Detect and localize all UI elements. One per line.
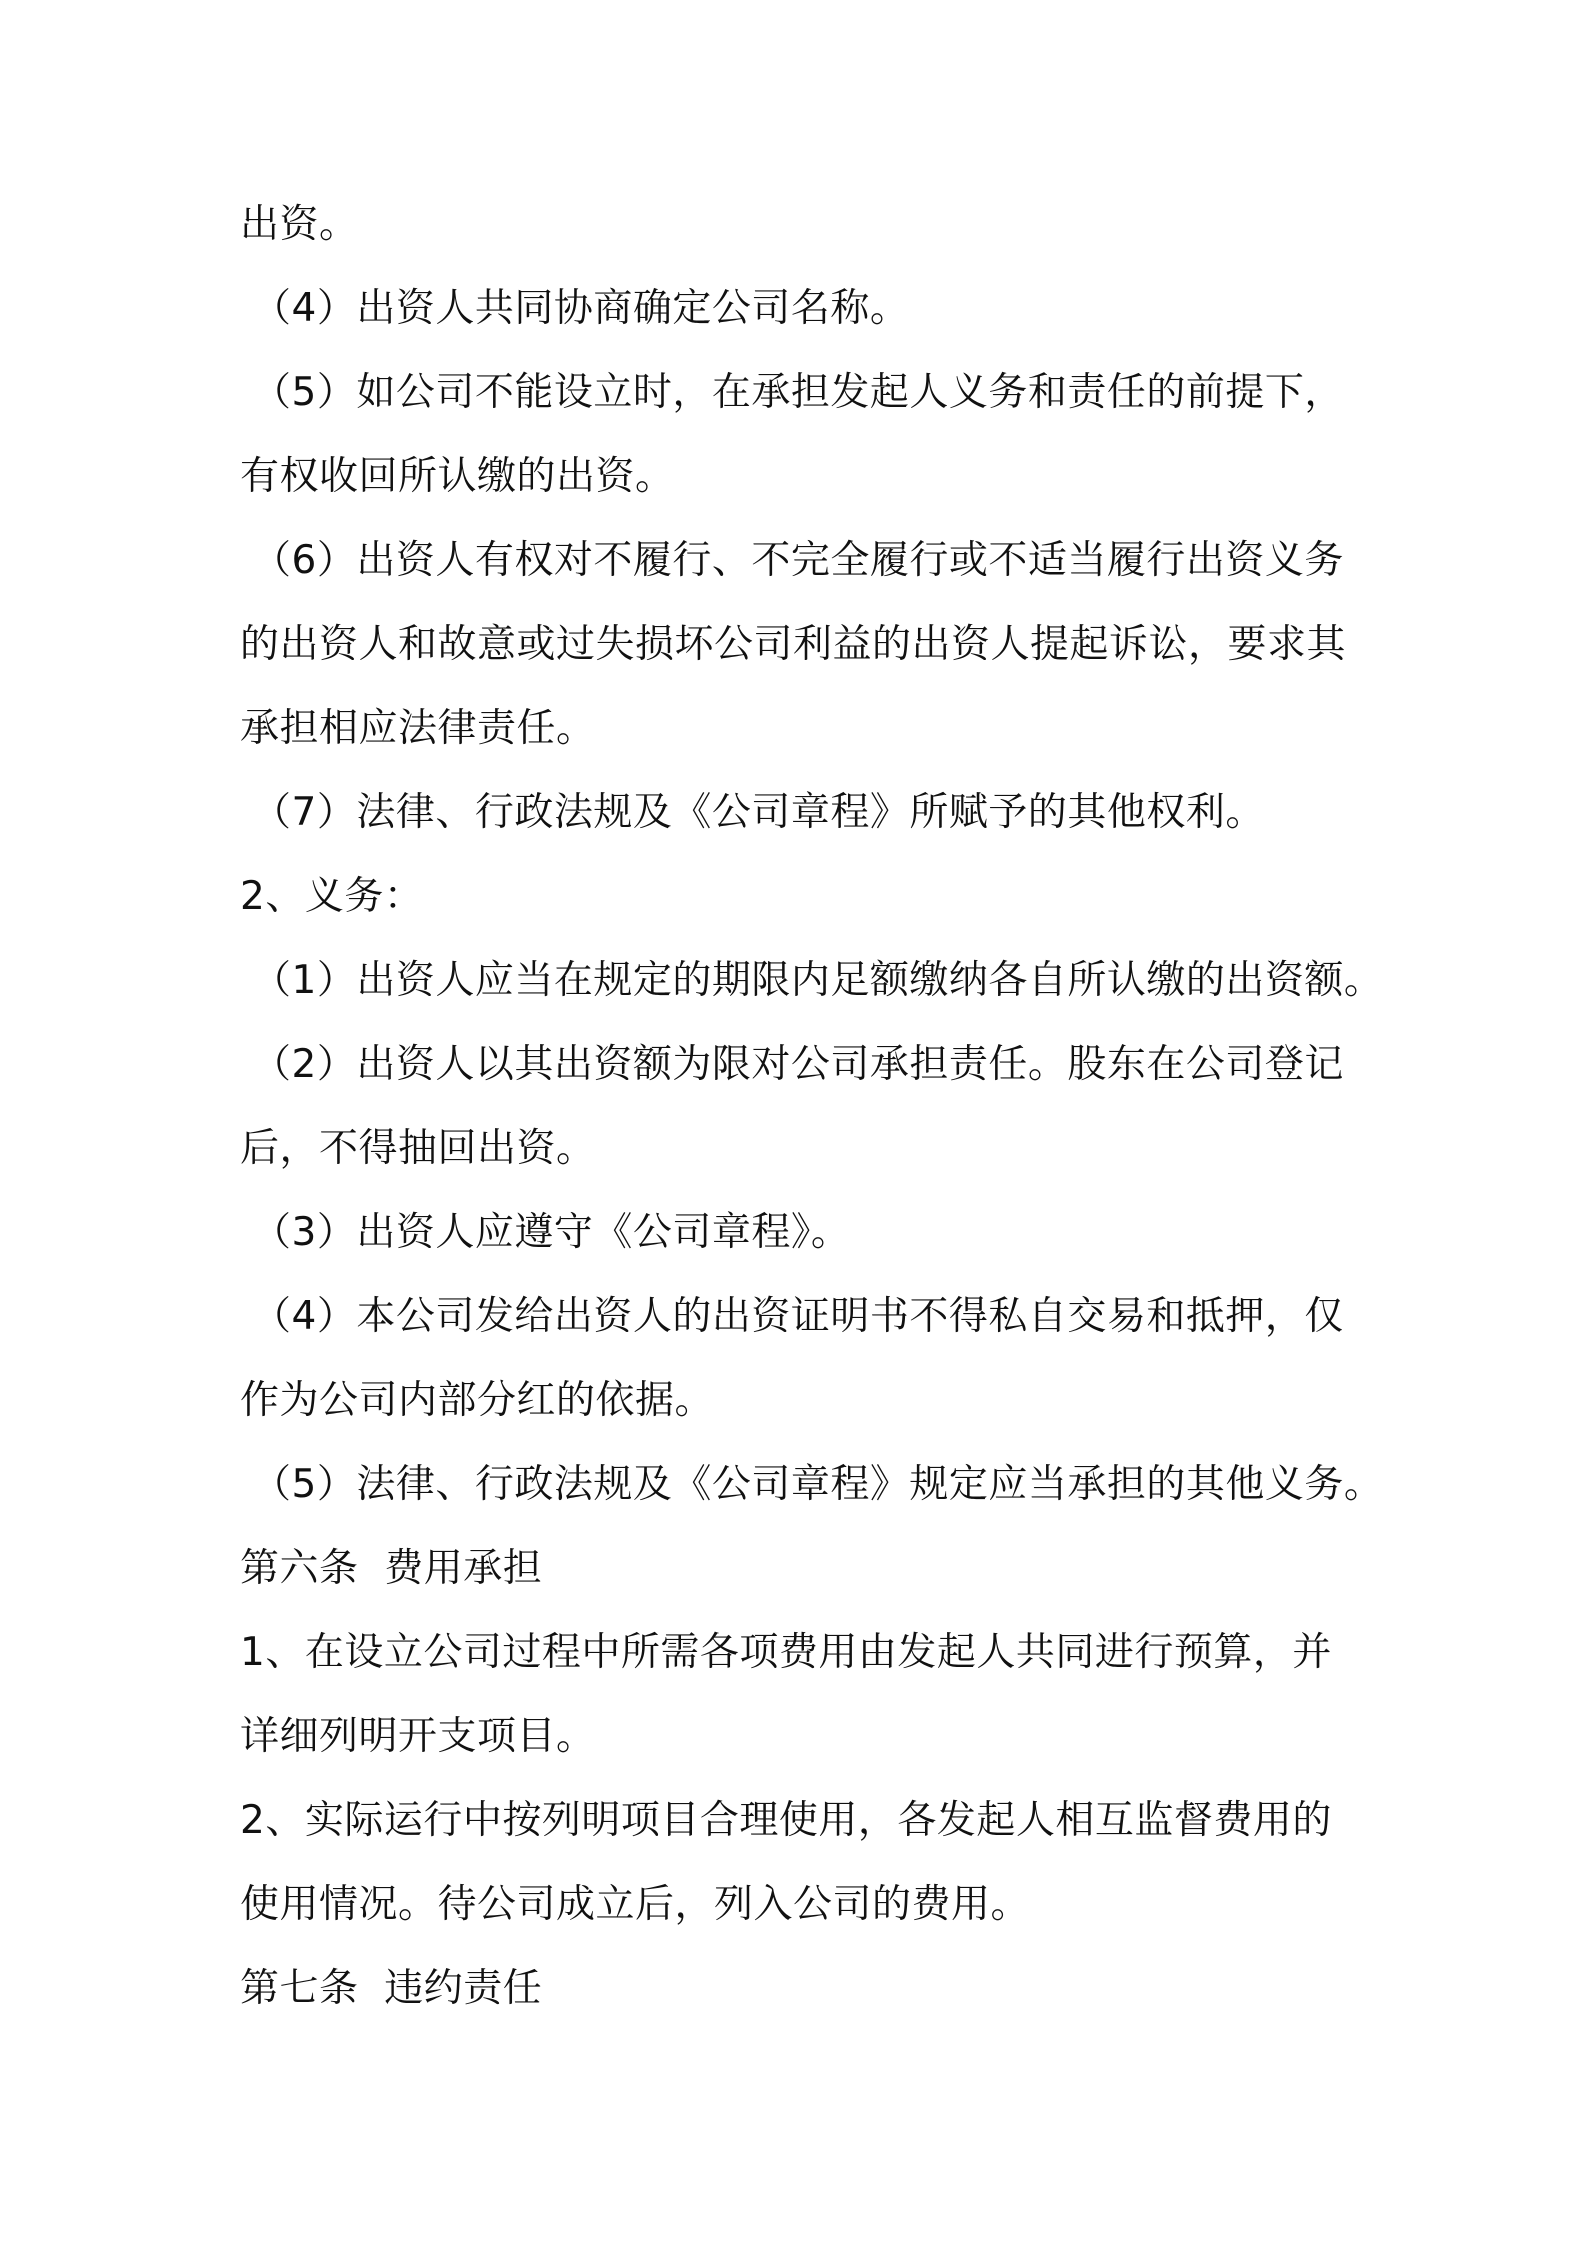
text-line: 的出资人和故意或过失损坏公司利益的出资人提起诉讼，要求其 xyxy=(240,622,1347,667)
text-line: （5）法律、行政法规及《公司章程》规定应当承担的其他义务。 xyxy=(252,1462,1384,1507)
text-line: （6）出资人有权对不履行、不完全履行或不适当履行出资义务 xyxy=(252,538,1344,583)
text-line: 使用情况。待公司成立后，列入公司的费用。 xyxy=(240,1882,1031,1927)
section-heading: 第六条 费用承担 xyxy=(240,1546,543,1591)
text-line: （7）法律、行政法规及《公司章程》所赋予的其他权利。 xyxy=(252,790,1265,835)
text-line: 2、义务： xyxy=(240,874,424,919)
section-heading: 第七条 违约责任 xyxy=(240,1966,543,2011)
text-line: （4）出资人共同协商确定公司名称。 xyxy=(252,286,910,331)
text-line: 有权收回所认缴的出资。 xyxy=(240,454,675,499)
text-line: 作为公司内部分红的依据。 xyxy=(240,1378,715,1423)
text-line: 后，不得抽回出资。 xyxy=(240,1126,596,1171)
text-line: 承担相应法律责任。 xyxy=(240,706,596,751)
text-line: （2）出资人以其出资额为限对公司承担责任。股东在公司登记 xyxy=(252,1042,1344,1087)
text-line: 2、实际运行中按列明项目合理使用，各发起人相互监督费用的 xyxy=(240,1798,1332,1843)
text-line: （5）如公司不能设立时，在承担发起人义务和责任的前提下， xyxy=(252,370,1344,415)
text-line: （3）出资人应遵守《公司章程》。 xyxy=(252,1210,851,1255)
text-line: （1）出资人应当在规定的期限内足额缴纳各自所认缴的出资额。 xyxy=(252,958,1384,1003)
text-line: （4）本公司发给出资人的出资证明书不得私自交易和抵押，仅 xyxy=(252,1294,1344,1339)
text-line: 1、在设立公司过程中所需各项费用由发起人共同进行预算，并 xyxy=(240,1630,1332,1675)
text-line: 详细列明开支项目。 xyxy=(240,1714,596,1759)
text-line: 出资。 xyxy=(240,202,359,247)
